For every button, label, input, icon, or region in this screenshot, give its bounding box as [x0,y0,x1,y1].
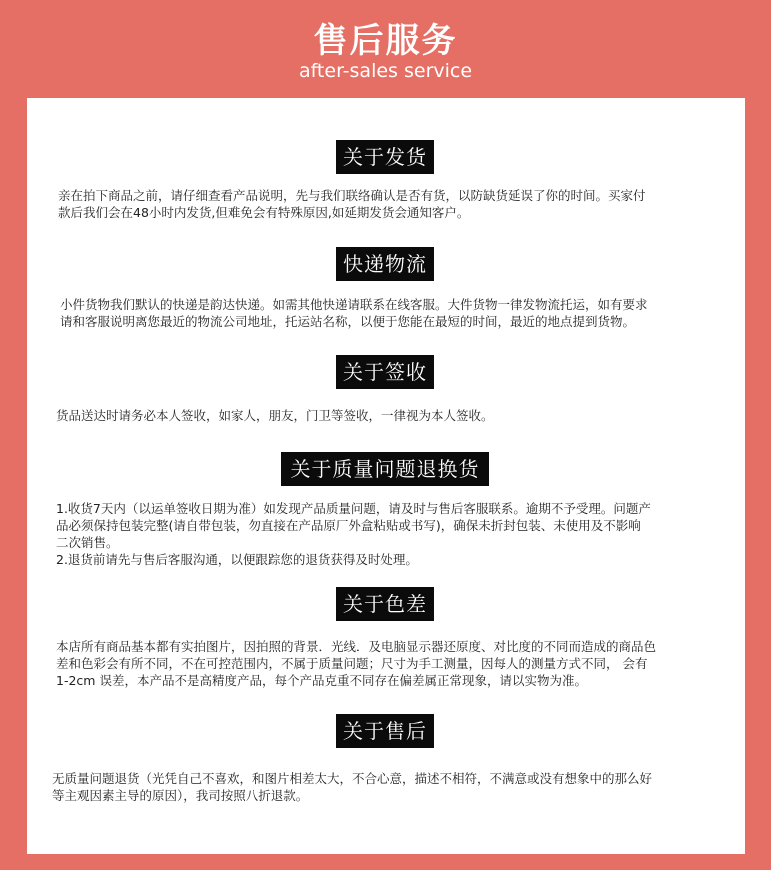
section-title-after-sales: 关于售后 [336,714,434,748]
text-line: 1.收货7天内（以运单签收日期为准）如发现产品质量问题，请及时与售后客服联系。逾期不予受理。问题产 [56,501,651,516]
section-text-shipping [58,187,718,221]
section-text-after-sales [52,770,732,804]
section-text-quality-returns [56,500,716,568]
content-panel [27,98,745,854]
section-title-logistics: 快递物流 [336,247,434,281]
section-title-shipping: 关于发货 [336,140,434,174]
text-line: 二次销售。 [56,535,119,550]
text-line: 货品送达时请务必本人签收，如家人，朋友，门卫等签收，一律视为本人签收。 [56,408,494,423]
text-line: 等主观因素主导的原因），我司按照八折退款。 [52,788,309,803]
text-line: 2.退货前请先与售后客服沟通，以便跟踪您的退货获得及时处理。 [56,552,418,567]
text-line: 请和客服说明离您最近的物流公司地址，托运站名称，以便于您能在最短的时间，最近的地点提到货物。 [60,314,636,329]
section-text-signing [56,407,716,424]
section-text-logistics [60,296,720,330]
section-text-color-difference [56,638,736,689]
section-title-color-difference: 关于色差 [336,587,434,621]
text-line: 本店所有商品基本都有实拍图片，因拍照的背景．光线．及电脑显示器还原度、对比度的不同而造成的商品色 [56,639,657,654]
text-line: 小件货物我们默认的快递是韵达快递。如需其他快递请联系在线客服。大件货物一律发物流托运，如有要求 [60,297,648,312]
page-header [0,0,771,96]
text-line: 亲在拍下商品之前，请仔细查看产品说明，先与我们联络确认是否有货，以防缺货延误了你的时间。买家付 [58,188,646,203]
section-title-quality-returns: 关于质量问题退换货 [281,452,489,486]
text-line: 差和色彩会有所不同，不在可控范围内，不属于质量问题；尺寸为手工测量，因每人的测量方式不同， 会有 [56,656,648,671]
page-title: 售后服务 [313,21,458,61]
text-line: 1-2cm 误差，本产品不是高精度产品，每个产品克重不同存在偏差属正常现象，请以实物为准。 [56,673,587,688]
page-subtitle: after-sales service [298,60,473,82]
text-line: 无质量问题退货（光凭自己不喜欢，和图片相差太大，不合心意，描述不相符，不满意或没有想象中的那么好 [52,771,653,786]
text-line: 款后我们会在48小时内发货,但难免会有特殊原因,如延期发货会通知客户。 [58,205,470,220]
text-line: 品必须保持包装完整(请自带包装，勿直接在产品原厂外盒粘贴或书写)，确保未折封包装、未使用及不影响 [56,518,641,533]
section-title-signing: 关于签收 [336,355,434,389]
